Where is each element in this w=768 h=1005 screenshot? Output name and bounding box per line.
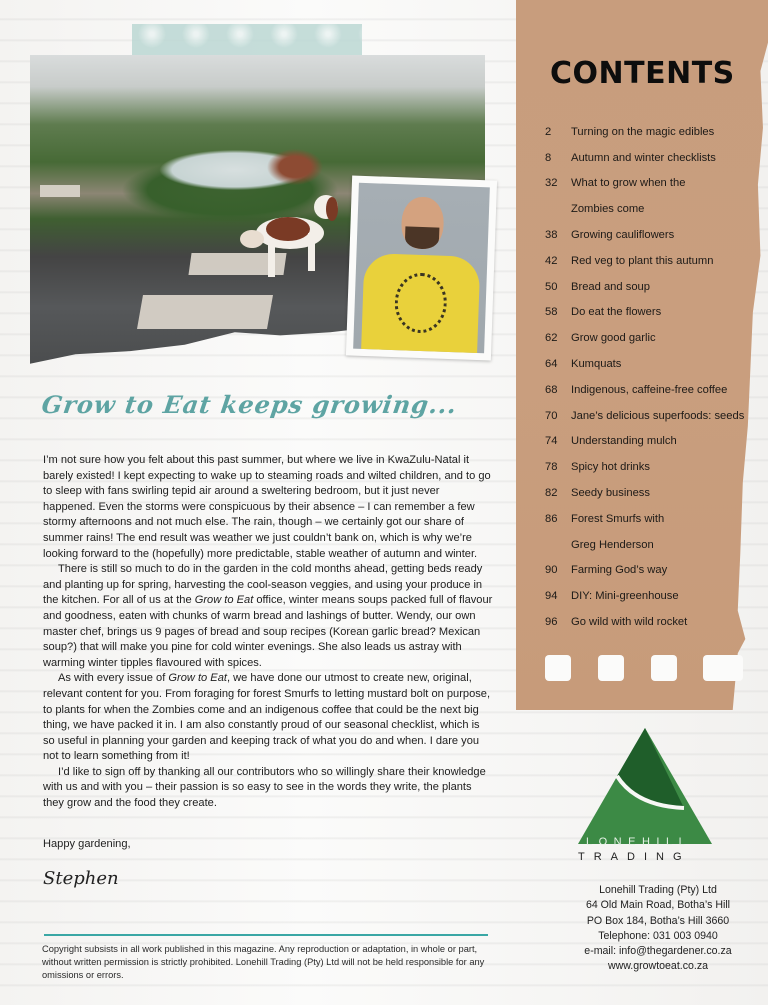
toc-title: Turning on the magic edibles (571, 125, 715, 138)
punch-hole (651, 655, 677, 681)
signoff: Happy gardening, (43, 838, 131, 850)
toc-item[interactable] (545, 119, 755, 145)
toc-title: Seedy business (571, 487, 650, 500)
toc-item[interactable] (545, 558, 755, 584)
telephone: Telephone: 031 003 0940 (598, 929, 718, 942)
toc-item-continuation[interactable] (545, 196, 755, 222)
toc-title: Understanding mulch (571, 435, 677, 448)
toc-title: Farming God’s way (571, 564, 668, 577)
toc-item[interactable] (545, 274, 755, 300)
copyright-notice: Copyright subsists in all work published in this magazine. Any reproduction or adaptation, in whole or part, without written permission is strictly prohibited. Lonehill Trading (Pty) Ltd will not be held responsible for any omissions or errors. (42, 944, 485, 980)
toc-page-number: 82 (545, 487, 558, 500)
email-link[interactable]: e-mail: info@thegardener.co.za (584, 945, 732, 958)
toc-item[interactable] (545, 480, 755, 506)
editorial-headline: Grow to Eat keeps growing... (39, 390, 460, 419)
toc-page-number: 58 (545, 306, 558, 319)
text-run: As with every issue of (58, 672, 169, 685)
toc-page-number: 70 (545, 409, 558, 422)
toc-page-number: 96 (545, 616, 558, 629)
toc-page-number: 50 (545, 280, 558, 293)
website-link[interactable]: www.growtoeat.co.za (607, 960, 709, 973)
toc-page-number: 8 (545, 151, 552, 164)
divider-rule (44, 934, 488, 936)
toc-item[interactable] (545, 248, 755, 274)
toc-page-number: 78 (545, 461, 558, 474)
editorial-paragraph (43, 562, 493, 671)
logo-text-lonehill: LONEHILL (586, 836, 692, 848)
toc-item[interactable] (545, 429, 755, 455)
toc-item[interactable] (545, 171, 755, 197)
toc-item[interactable] (545, 351, 755, 377)
punch-hole (598, 655, 624, 681)
beard (405, 226, 440, 249)
publisher-address (548, 883, 768, 975)
paving-stone (137, 295, 273, 329)
paving-stone (40, 185, 80, 197)
toc-page-number: 62 (545, 332, 558, 345)
toc-page-number: 94 (545, 590, 558, 603)
toc-item[interactable] (545, 300, 755, 326)
toc-item[interactable] (545, 403, 755, 429)
toc-page-number: 32 (545, 177, 558, 190)
editorial-paragraph (43, 671, 493, 765)
po-box: PO Box 184, Botha’s Hill 3660 (586, 914, 730, 927)
dog-illustration (240, 183, 350, 293)
toc-title: Go wild with wild rocket (571, 616, 688, 629)
decorative-washi-tape (132, 24, 362, 60)
toc-page-number: 90 (545, 564, 558, 577)
logo-text-trading: TRADING (578, 851, 691, 863)
toc-item[interactable] (545, 583, 755, 609)
toc-item[interactable] (545, 145, 755, 171)
company-name: Lonehill Trading (Pty) Ltd (599, 884, 717, 896)
signature: Stephen (43, 868, 119, 889)
text-run: office, winter means soups packed full of flavour and goodness, eaten with chunks of warm bread and lashings of butter. Wendy, our own master chef, brings us 9 pages of bread and soup recipes (Korean garlic bread? Mexican soup?) that will make you pine for cold winter evenings. She also leads us astray with warming winter tipples flavoured with spices. (43, 594, 493, 669)
punch-hole (703, 655, 743, 681)
toc-title: Forest Smurfs with (571, 512, 665, 525)
toc-title: Zombies come (571, 203, 645, 216)
toc-page-number: 2 (545, 125, 552, 138)
toc-title: Kumquats (571, 358, 622, 371)
toc-title: Bread and soup (571, 280, 650, 293)
toc-item[interactable] (545, 609, 755, 635)
toc-page-number: 86 (545, 512, 558, 525)
toc-title: DIY: Mini-greenhouse (571, 590, 679, 603)
editor-portrait-photo (346, 176, 497, 361)
toc-title: Indigenous, caffeine-free coffee (571, 383, 728, 396)
street-address: 64 Old Main Road, Botha’s Hill (585, 899, 731, 912)
magazine-title-italic: Grow to Eat (168, 672, 227, 685)
toc-item[interactable] (545, 377, 755, 403)
toc-page-number: 38 (545, 229, 558, 242)
editorial-paragraph: I’d like to sign off by thanking all our contributors who so willingly share their knowledge with us and with you – their passion is so easy to see in the words they write, the plants they grow and the food they create. (43, 765, 486, 810)
toc-title: What to grow when the (571, 177, 686, 190)
toc-item-continuation[interactable] (545, 532, 755, 558)
toc-item[interactable] (545, 325, 755, 351)
editorial-paragraph: I’m not sure how you felt about this past summer, but where we live in KwaZulu-Natal it barely existed! I kept expecting to wake up to steaming roads and wilted children, and to go to sleep with fans swirling tepid air around a sweltering bedroom, but it just never happened. Even the storms were conspicuous by their absence – I can remember a few stormy afternoons and not much else. The rain, though – we certainly got our share of summer rains! The end result was weather we just couldn’t bank on, which is why we’re looking forward to the (hopefully) more predictable, stable weather of autumn and winter. (43, 454, 491, 560)
toc-title: Red veg to plant this autumn (571, 254, 714, 267)
toc-item[interactable] (545, 454, 755, 480)
toc-item[interactable] (545, 222, 755, 248)
toc-title: Spicy hot drinks (571, 461, 650, 474)
toc-title: Grow good garlic (571, 332, 656, 345)
toc-title: Growing cauliflowers (571, 229, 675, 242)
toc-page-number: 74 (545, 435, 558, 448)
toc-page-number: 68 (545, 383, 558, 396)
toc-title: Jane’s delicious superfoods: seeds (571, 409, 745, 422)
toc-title: Do eat the flowers (571, 306, 662, 319)
editorial-body (43, 453, 493, 812)
toc-title: Autumn and winter checklists (571, 151, 716, 164)
table-of-contents (545, 119, 755, 635)
text-run: There is still so much to do in the garden in the cold months ahead, getting beds ready and planting up for spring, harvesting the cool-season veggies, and using your produce in the kitchen. For all of us at the (43, 563, 483, 607)
toc-title: Greg Henderson (571, 538, 654, 551)
contents-title: CONTENTS (550, 56, 735, 91)
toc-page-number: 64 (545, 358, 558, 371)
magazine-title-italic: Grow to Eat (194, 594, 254, 607)
text-run: , we have done our utmost to create new, original, relevant content for you. From foraging for forest Smurfs to letting mustard bolt on purpose, to plants for when the Zombies come and an indigenous coffee that could be the next big thing, we have packed it in. I am also constantly proud of our seasonal checklist, which is so useful in planning your garden and keeping track of what you do and when. I dare you not to learn something from it! (43, 672, 491, 763)
punch-hole (545, 655, 571, 681)
portrait-image (353, 183, 490, 353)
toc-page-number: 42 (545, 254, 558, 267)
toc-item[interactable] (545, 506, 755, 532)
